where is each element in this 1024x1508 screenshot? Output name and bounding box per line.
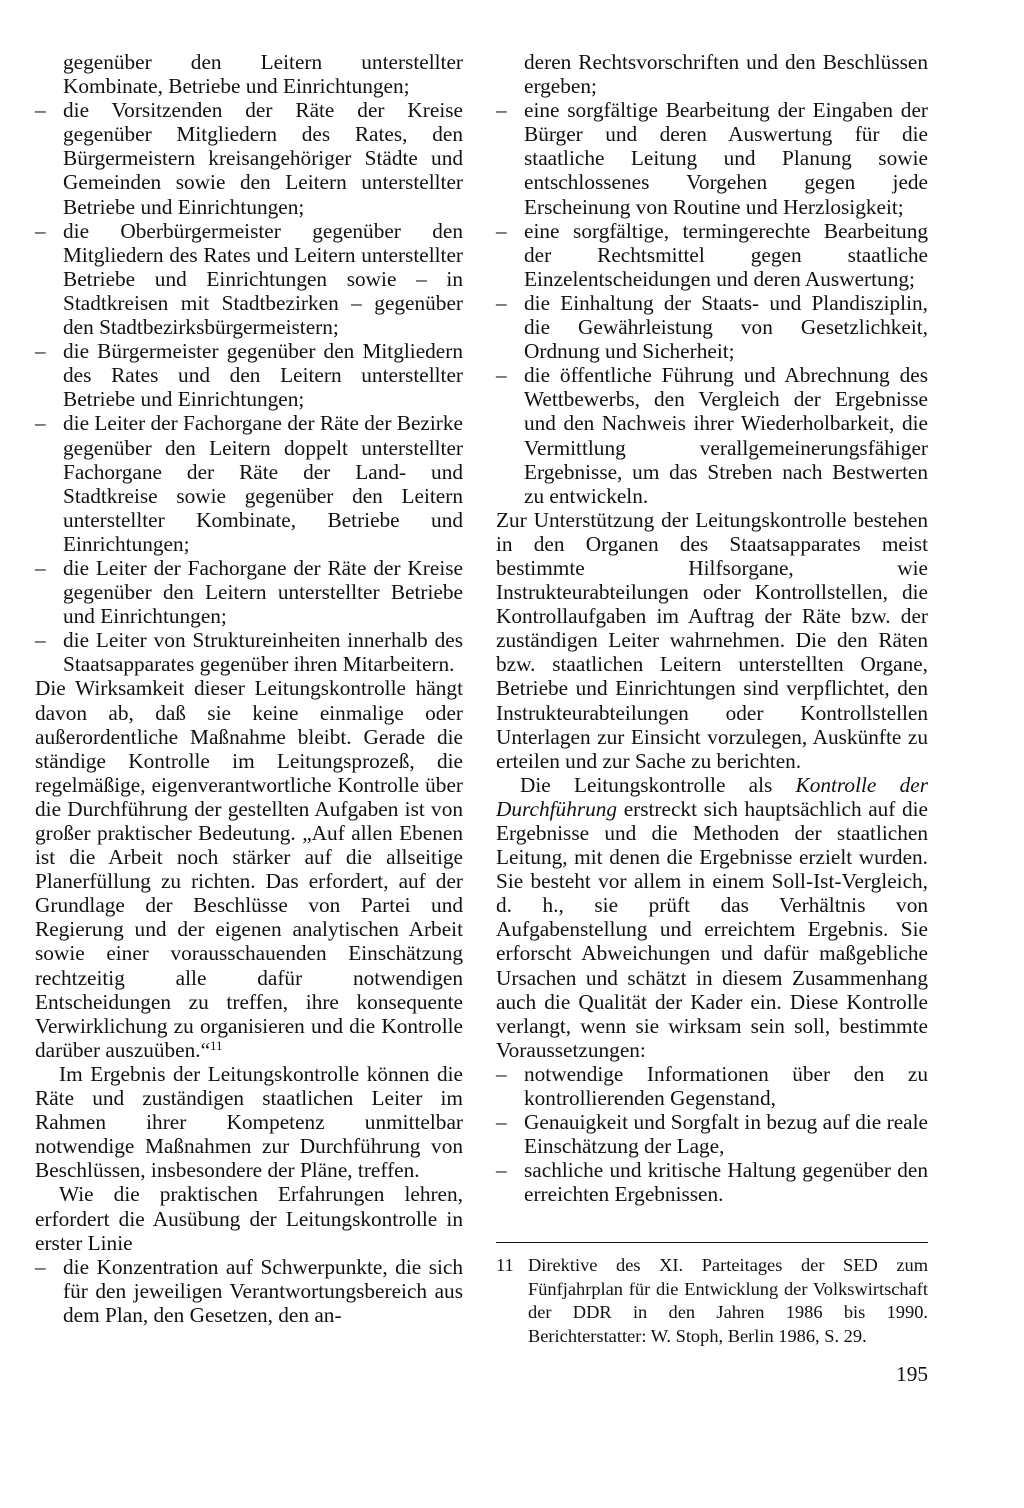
paragraph-control: [496, 773, 928, 1062]
list-item: – die Leiter von Struktureinheiten innerhalb des Staatsapparates gegenüber ihren Mitarbeitern.: [35, 628, 463, 676]
paragraph-result: Im Ergebnis der Leitungskontrolle können die Räte und zuständigen staatlichen Leiter im Rahmen ihrer Kompetenz unmittelbar notwendige Maßnahmen zur Durchführung von Beschlüssen, insbesondere der Pläne, treffen.: [35, 1061, 463, 1183]
list-item: – die Oberbürgermeister gegenüber den Mitgliedern des Rates und Leitern unterstellter Betriebe und Einrichtungen sowie – in Stadtkreisen mit Stadtbezirken – gegenüber den Stadtbezirksbürgermeistern;: [35, 219, 463, 339]
paragraph-control-emphasis: Kontrolle der Durchführung: [496, 772, 928, 821]
list-item: – eine sorgfältige Bearbeitung der Eingaben der Bürger und deren Auswertung für die staatliche Leitung und Planung sowie entschlossenes Vorgehen gegen jede Erscheinung von Routine und Herzlosigkeit;: [496, 98, 928, 218]
paragraph-support: Zur Unterstützung der Leitungskontrolle bestehen in den Organen des Staatsapparates meist bestimmte Hilfsorgane, wie Instrukteurabteilungen oder Kontrollstellen, die Kontrollaufgaben im Auftrag der Räte bzw. der zuständigen Leiter wahrnehmen. Die den Räten bzw. staatlichen Leitern unterstellten Organe, Betriebe und Einrichtungen sind verpflichtet, den Instrukteurabteilungen oder Kontrollstellen Unterlagen zur Einsicht vorzulegen, Auskünfte zu erteilen und zur Sache zu berichten.: [496, 507, 928, 773]
list-item: – sachliche und kritische Haltung gegenüber den erreichten Ergebnissen.: [496, 1158, 928, 1206]
right-continuation: deren Rechtsvorschriften und den Beschlüssen ergeben;: [524, 50, 928, 99]
list-item: – die Bürgermeister gegenüber den Mitgliedern des Rates und den Leitern unterstellter Betriebe und Einrichtungen;: [35, 339, 463, 411]
paragraph-control-rest: erstreckt sich hauptsächlich auf die Ergebnisse und die Methoden der staatlichen Leitung, mit denen die Ergebnisse erzielt wurden. Sie besteht vor allem in einem Soll-Ist-Vergleich, d. h., sie prüft das Verhältnis von Aufgabenstellung und erreichtem Ergebnis. Sie erforscht Abweichungen und dafür maßgebliche Ursachen und schätzt in diesem Zusammenhang auch die Qualität der Kader ein. Diese Kontrolle verlangt, wenn sie wirksam sein soll, bestimmte Voraussetzungen:: [496, 796, 929, 1062]
list-item: – die Konzentration auf Schwerpunkte, die sich für den jeweiligen Verantwortungsbereich aus dem Plan, den Gesetzen, den an-: [35, 1255, 463, 1327]
list-item: – die Vorsitzenden der Räte der Kreise gegenüber Mitgliedern des Rates, den Bürgermeistern kreisangehöriger Städte und Gemeinden sowie den Leitern unterstellter Betriebe und Einrichtungen;: [35, 98, 463, 218]
list-item: – die Leiter der Fachorgane der Räte der Bezirke gegenüber den Leitern doppelt unterstellter Fachorgane der Räte der Land- und Stadtkreise sowie gegenüber den Leitern unterstellter Kombinate, Betriebe und Einrichtungen;: [35, 411, 463, 556]
requirements-list: [496, 1062, 928, 1207]
paragraph-effectiveness: [35, 676, 463, 1062]
list-item: – die Einhaltung der Staats- und Plandisziplin, die Gewährleistung von Gesetzlichkeit, Ordnung und Sicherheit;: [496, 291, 928, 363]
footnote-divider: [496, 1242, 928, 1243]
control-tasks-list: [496, 98, 928, 508]
paragraph-effectiveness-text: Die Wirksamkeit dieser Leitungskontrolle hängt davon ab, daß sie keine einmalige oder außerordentliche Maßnahme bleibt. Gerade die ständige Kontrolle im Leitungsprozeß, die regelmäßige, eigenverantwortliche Kontrolle über die Durchführung der gestellten Aufgaben ist von großer praktischer Bedeutung. „Auf allen Ebenen ist die Arbeit noch stärker auf die allseitige Planerfüllung zu richten. Das erfordert, auf der Grundlage der Beschlüsse von Partei und Regierung und der eigenen analytischen Arbeit sowie einer vorausschauenden Einschätzung rechtzeitig alle dafür notwendigen Entscheidungen zu treffen, ihre konsequente Verwirklichung zu organisieren und die Kontrolle darüber auszuüben.“: [35, 676, 463, 1062]
list-item: – eine sorgfältige, termingerechte Bearbeitung der Rechtsmittel gegen staatliche Einzelentscheidungen und deren Auswertung;: [496, 219, 928, 291]
footnote-number: 11: [496, 1255, 514, 1275]
left-column: [35, 50, 463, 1327]
leader-list: [35, 98, 463, 676]
paragraph-experience: Wie die praktischen Erfahrungen lehren, erfordert die Ausübung der Leitungskontrolle in erster Linie: [35, 1182, 463, 1255]
page-number: 195: [896, 1362, 928, 1386]
intro-continuation: gegenüber den Leitern unterstellter Kombinate, Betriebe und Einrichtungen;: [63, 50, 463, 99]
list-item: – die öffentliche Führung und Abrechnung des Wettbewerbs, den Vergleich der Ergebnisse und den Nachweis ihrer Wiederholbarkeit, die Vermittlung verallgemeinerungsfähiger Ergebnisse, um das Streben nach Bestwerten zu entwickeln.: [496, 363, 928, 508]
list-item: – Genauigkeit und Sorgfalt in bezug auf die reale Einschätzung der Lage,: [496, 1110, 928, 1158]
footnote: [496, 1254, 928, 1348]
paragraph-control-lead: Die Leitungskontrolle als: [520, 772, 773, 797]
experience-list: [35, 1255, 463, 1327]
list-item: – notwendige Informationen über den zu kontrollierenden Gegenstand,: [496, 1062, 928, 1110]
list-item: – die Leiter der Fachorgane der Räte der Kreise gegenüber den Leitern unterstellter Betriebe und Einrichtungen;: [35, 556, 463, 628]
footnote-text: Direktive des XI. Parteitages der SED zum Fünfjahrplan für die Entwicklung der Volkswirtschaft der DDR in den Jahren 1986 bis 1990. Berichterstatter: W. Stoph, Berlin 1986, S. 29.: [528, 1255, 928, 1346]
footnote-reference: 11: [210, 1037, 223, 1053]
right-column: [496, 50, 928, 1207]
